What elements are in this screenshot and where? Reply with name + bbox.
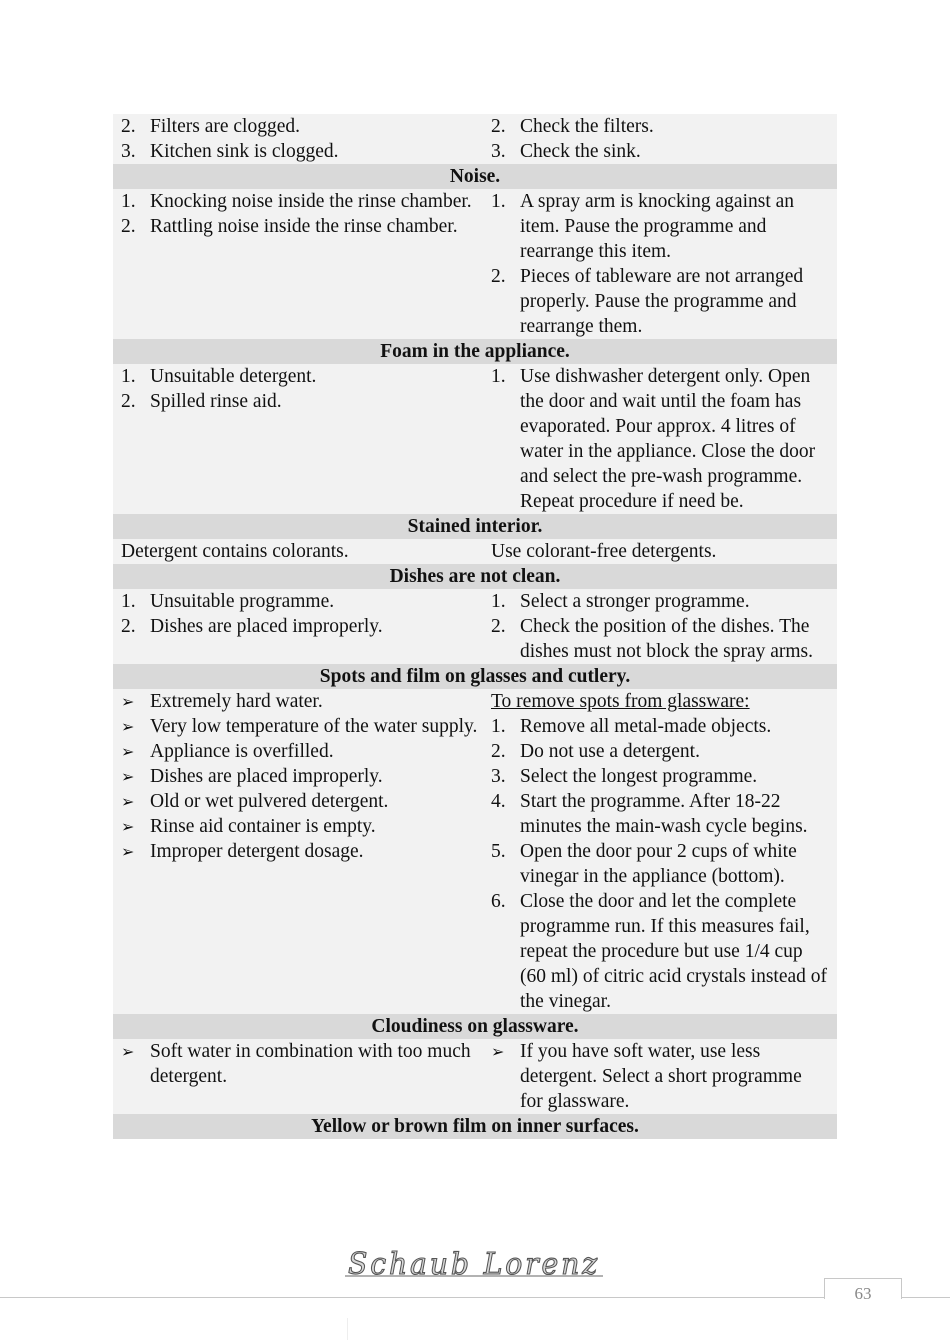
arrow-bullet-icon: ➢ [491,1042,505,1061]
list-item [121,764,483,789]
list-item [491,1039,829,1114]
right-cell [483,539,837,564]
item-text: Remove all metal-made objects. [520,716,772,737]
section-header: Stained interior. [113,514,837,539]
numbered-list [491,589,829,664]
list-item [121,689,483,714]
item-number: 1. [121,366,136,387]
numbered-list [491,364,829,514]
item-text: Use dishwasher detergent only. Open the door and wait until the foam has evaporated. Pour approx. 4 litres of water in the appliance. Close the door and select the pre-wash programme. Repeat procedure if need be. [520,366,816,512]
item-number: 1. [491,191,506,212]
section-body-row [113,189,837,339]
item-text: Check the sink. [520,141,641,162]
item-number: 2. [121,391,136,412]
section-header-row [113,664,837,689]
item-number: 1. [491,716,506,737]
list-item [491,789,829,839]
cell-text: Detergent contains colorants. [121,541,349,562]
left-cell [113,539,483,564]
left-cell [113,189,483,339]
item-text: Rattling noise inside the rinse chamber. [150,216,458,237]
list-item [491,739,829,764]
item-number: 2. [121,616,136,637]
list-item [491,764,829,789]
left-cell [113,589,483,664]
page-number-box [824,1278,902,1303]
numbered-list [491,114,829,164]
arrow-bullet-icon: ➢ [121,792,135,811]
section-body-row [113,539,837,564]
right-cell [483,189,837,339]
item-number: 2. [491,116,506,137]
item-text: Rinse aid container is empty. [150,816,376,837]
item-text: Extremely hard water. [150,691,323,712]
section-body-row [113,114,837,164]
item-text: Kitchen sink is clogged. [150,141,339,162]
item-number: 1. [121,591,136,612]
item-number: 1. [491,366,506,387]
section-header-row [113,1114,837,1139]
list-item [121,714,483,739]
arrow-bullet-icon: ➢ [121,767,135,786]
list-item [491,839,829,889]
right-cell [483,364,837,514]
item-number: 2. [491,266,506,287]
section-header: Dishes are not clean. [113,564,837,589]
item-text: Very low temperature of the water supply. [150,716,478,737]
right-cell [483,689,837,1014]
section-header-row [113,339,837,364]
item-text: Improper detergent dosage. [150,841,364,862]
arrow-bullet-icon: ➢ [121,742,135,761]
bullet-list [491,1039,829,1114]
section-body-row [113,689,837,1014]
section-header-row [113,1014,837,1039]
list-item [121,189,483,214]
item-text: Open the door pour 2 cups of white vinegar in the appliance (bottom). [520,841,797,887]
list-item [491,714,829,739]
item-text: Start the programme. After 18-22 minutes the main-wash cycle begins. [520,791,808,837]
arrow-bullet-icon: ➢ [121,817,135,836]
item-text: Dishes are placed improperly. [150,766,383,787]
section-header: Spots and film on glasses and cutlery. [113,664,837,689]
list-item [491,614,829,664]
item-text: Knocking noise inside the rinse chamber. [150,191,472,212]
bullet-list [121,1039,483,1089]
item-text: Appliance is overfilled. [150,741,334,762]
item-text: Close the door and let the complete programme run. If this measures fail, repeat the procedure but use 1/4 cup (60 ml) of citric acid crystals instead of the vinegar. [520,891,828,1012]
section-header: Cloudiness on glassware. [113,1014,837,1039]
cell-text: Use colorant-free detergents. [491,541,717,562]
section-header: Foam in the appliance. [113,339,837,364]
bullet-list [121,689,483,864]
list-item [121,214,483,239]
item-text: Do not use a detergent. [520,741,700,762]
item-text: Unsuitable detergent. [150,366,317,387]
arrow-bullet-icon: ➢ [121,717,135,736]
page-number: 63 [854,1284,872,1303]
item-text: Unsuitable programme. [150,591,335,612]
list-item [121,839,483,864]
item-text: Check the filters. [520,116,654,137]
item-number: 2. [491,616,506,637]
list-item [491,589,829,614]
item-text: A spray arm is knocking against an item. Pause the programme and rearrange this item. [520,191,795,262]
numbered-list [491,714,829,1014]
list-item [491,889,829,1014]
list-item [121,589,483,614]
item-number: 5. [491,841,506,862]
numbered-list [491,189,829,339]
list-item [121,614,483,639]
item-number: 3. [121,141,136,162]
left-cell [113,364,483,514]
list-item [121,789,483,814]
item-text: Check the position of the dishes. The dishes must not block the spray arms. [520,616,814,662]
schaub-lorenz-logo [345,1245,607,1281]
list-item [491,114,829,139]
left-cell [113,114,483,164]
numbered-list [121,589,483,639]
list-item [121,389,483,414]
item-number: 3. [491,766,506,787]
right-cell [483,1039,837,1114]
arrow-bullet-icon: ➢ [121,842,135,861]
item-number: 6. [491,891,506,912]
left-cell [113,1039,483,1114]
item-text: Filters are clogged. [150,116,300,137]
troubleshooting-table [113,114,837,1139]
footer-rule [0,1297,950,1298]
arrow-bullet-icon: ➢ [121,692,135,711]
section-header-row [113,164,837,189]
numbered-list [121,114,483,164]
list-item [121,814,483,839]
section-body-row [113,364,837,514]
item-text: Pieces of tableware are not arranged properly. Pause the programme and rearrange them. [520,266,804,337]
footer-tick [347,1318,348,1340]
list-item [121,739,483,764]
section-body-row [113,589,837,664]
item-number: 4. [491,791,506,812]
item-number: 2. [491,741,506,762]
item-number: 1. [491,591,506,612]
numbered-list [121,364,483,414]
svg-text:Schaub Lorenz: Schaub Lorenz [348,1247,600,1281]
item-text: Select the longest programme. [520,766,758,787]
item-text: Dishes are placed improperly. [150,616,383,637]
item-number: 2. [121,116,136,137]
section-header: Yellow or brown film on inner surfaces. [113,1114,837,1139]
list-item [491,139,829,164]
item-text: Old or wet pulvered detergent. [150,791,389,812]
list-item [491,189,829,264]
numbered-list [121,189,483,239]
item-number: 2. [121,216,136,237]
list-item [491,364,829,514]
right-cell [483,589,837,664]
item-text: Soft water in combination with too much detergent. [150,1041,471,1087]
list-item [121,114,483,139]
list-item [121,364,483,389]
section-body-row [113,1039,837,1114]
item-number: 3. [491,141,506,162]
section-header: Noise. [113,164,837,189]
item-text: If you have soft water, use less detergent. Select a short programme for glassware. [520,1041,802,1112]
list-intro: To remove spots from glassware: [491,691,750,712]
arrow-bullet-icon: ➢ [121,1042,135,1061]
section-header-row [113,564,837,589]
item-number: 1. [121,191,136,212]
section-header-row [113,514,837,539]
list-item [491,264,829,339]
item-text: Spilled rinse aid. [150,391,282,412]
list-item [121,139,483,164]
right-cell [483,114,837,164]
item-text: Select a stronger programme. [520,591,750,612]
left-cell [113,689,483,1014]
list-item [121,1039,483,1089]
